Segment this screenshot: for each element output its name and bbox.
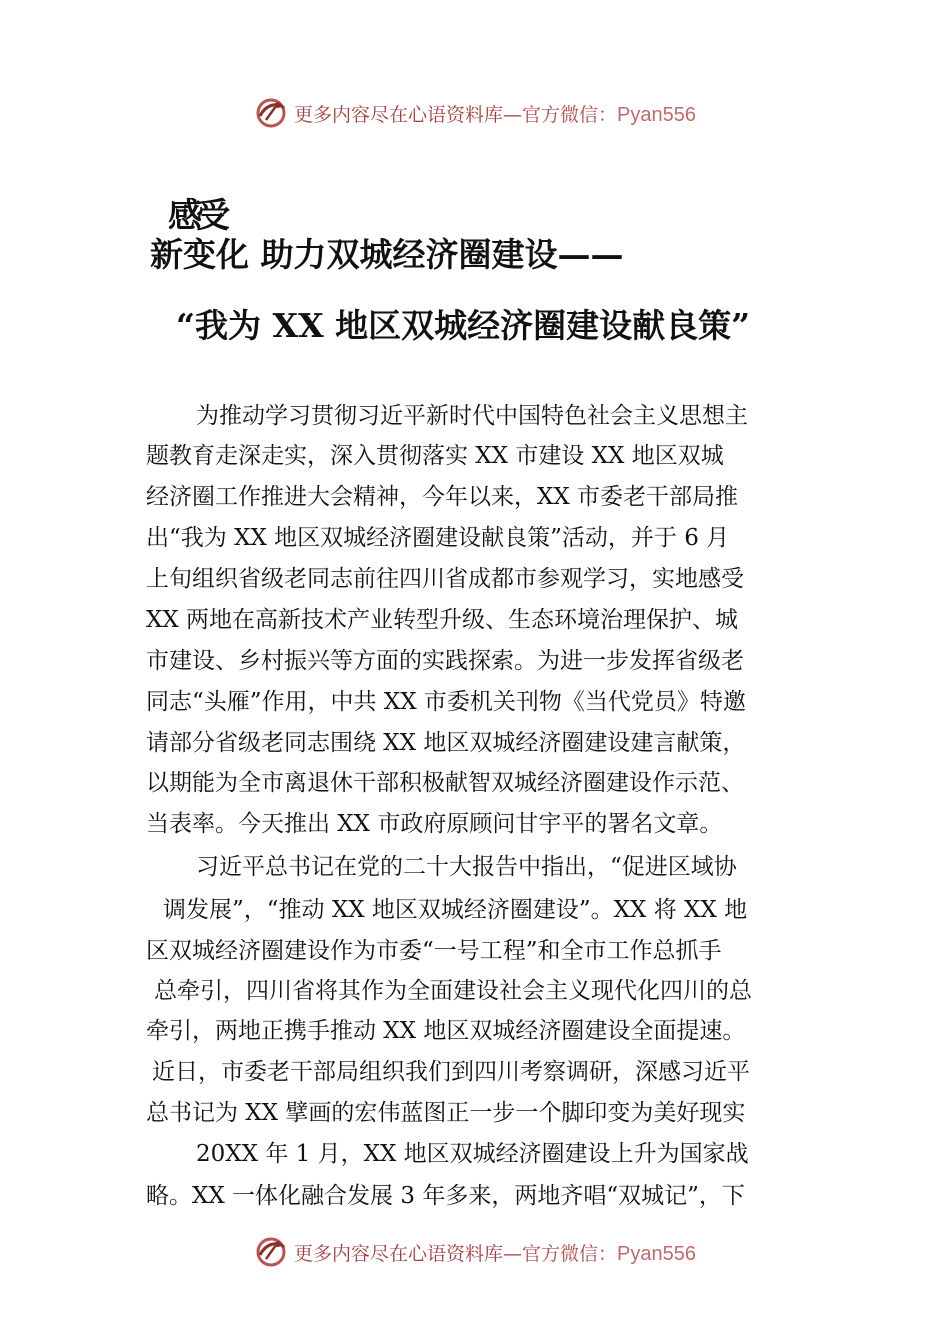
title-overlap-text: 感受 [168, 196, 224, 236]
banner-wechat-label: 官方微信： [522, 1242, 618, 1265]
body-line: 近日，市委老干部局组织我们到四川考察调研，深感习近平 [152, 1059, 750, 1085]
body-line: 区双城经济圈建设作为市委“一号工程”和全市工作总抓手 [146, 938, 722, 964]
body-line: 以期能为全市离退休干部积极献智双城经济圈建设作示范、 [146, 770, 744, 796]
body-line: 习近平总书记在党的二十大报告中指出，“促进区域协 [196, 854, 737, 880]
banner-text [294, 1239, 696, 1266]
banner-wechat-id: Pyan556 [617, 1242, 696, 1265]
body-line: 题教育走深走实，深入贯彻落实 XX 市建设 XX 地区双城 [146, 443, 724, 469]
body-line: 请部分省级老同志围绕 XX 地区双城经济圈建设建言献策， [146, 730, 746, 756]
body-line: 总书记为 XX 擘画的宏伟蓝图正一步一个脚印变为美好现实 [146, 1100, 746, 1126]
banner-text [294, 100, 696, 127]
body-line: 出“我为 XX 地区双城经济圈建设献良策”活动，并于 6 月 [146, 525, 730, 551]
brand-logo-icon [254, 1235, 288, 1269]
body-line: 牵引，两地正携手推动 XX 地区双城经济圈建设全面提速。 [146, 1018, 746, 1044]
banner-content [254, 1235, 696, 1269]
banner-content [254, 96, 696, 130]
title-line-1: 新变化 助力双城经济圈建设—— [150, 235, 624, 274]
body-line: 当表率。今天推出 XX 市政府原顾问甘宇平的署名文章。 [146, 811, 723, 837]
banner-main-text: 更多内容尽在心语资料库— [294, 1242, 523, 1265]
banner-wechat-label: 官方微信： [522, 103, 618, 126]
banner-main-text: 更多内容尽在心语资料库— [294, 103, 523, 126]
brand-logo-icon [254, 96, 288, 130]
body-line: 经济圈工作推进大会精神，今年以来，XX 市委老干部局推 [146, 484, 739, 510]
footer-banner [0, 1232, 950, 1272]
body-line: 同志“头雁”作用，中共 XX 市委机关刊物《当代党员》特邀 [146, 689, 746, 715]
body-line: 调发展”，“推动 XX 地区双城经济圈建设”。XX 将 XX 地 [163, 897, 748, 923]
body-line: 略。XX 一体化融合发展 3 年多来，两地齐唱“双城记”，下 [146, 1183, 745, 1209]
body-line: 总牵引，四川省将其作为全面建设社会主义现代化四川的总 [154, 978, 752, 1004]
body-line: 20XX 年 1 月，XX 地区双城经济圈建设上升为国家战 [196, 1141, 749, 1167]
banner-wechat-id: Pyan556 [617, 103, 696, 126]
body-line: 市建设、乡村振兴等方面的实践探索。为进一步发挥省级老 [146, 648, 744, 674]
body-line: XX 两地在高新技术产业转型升级、生态环境治理保护、城 [146, 607, 739, 633]
body-line: 上旬组织省级老同志前往四川省成都市参观学习，实地感受 [146, 566, 744, 592]
title-line-2: “我为 XX 地区双城经济圈建设献良策” [176, 306, 751, 345]
header-banner [0, 93, 950, 133]
body-line: 为推动学习贯彻习近平新时代中国特色社会主义思想主 [196, 403, 748, 429]
